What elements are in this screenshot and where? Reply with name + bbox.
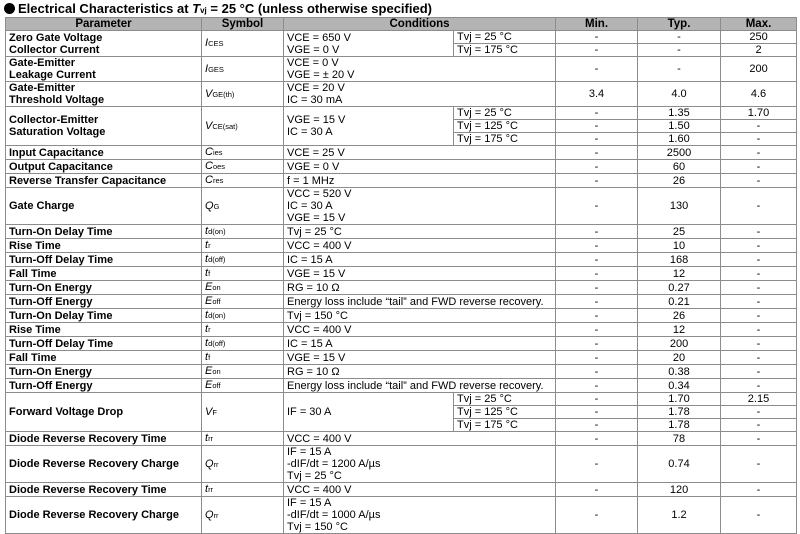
max-value: 2 (721, 44, 797, 57)
max-value: - (721, 497, 797, 534)
max-value: - (721, 379, 797, 393)
symbol-cell: Eon (202, 281, 284, 295)
typ-value: 10 (638, 239, 721, 253)
min-value: - (556, 406, 638, 419)
typ-value: 0.74 (638, 446, 721, 483)
condition-cell: IF = 30 A (284, 393, 454, 432)
table-row (6, 160, 797, 174)
typ-value: 1.50 (638, 120, 721, 133)
parameter-cell: Zero Gate Voltage Collector Current (6, 31, 202, 57)
table-row (6, 295, 797, 309)
typ-value: 168 (638, 253, 721, 267)
min-value: 3.4 (556, 82, 638, 107)
typ-value: 0.21 (638, 295, 721, 309)
bullet-icon (4, 3, 15, 14)
condition-cell: VCC = 400 V (284, 323, 556, 337)
min-value: - (556, 365, 638, 379)
typ-value: 12 (638, 323, 721, 337)
max-value: - (721, 160, 797, 174)
typ-value: 1.78 (638, 406, 721, 419)
table-row (6, 365, 797, 379)
min-value: - (556, 419, 638, 432)
parameter-cell: Turn-On Delay Time (6, 225, 202, 239)
parameter-cell: Turn-On Energy (6, 281, 202, 295)
typ-value: 25 (638, 225, 721, 239)
table-row (6, 497, 797, 534)
typ-value: - (638, 44, 721, 57)
condition-cell: VCC = 400 V (284, 239, 556, 253)
typ-value: 0.34 (638, 379, 721, 393)
max-value: - (721, 406, 797, 419)
symbol-cell: tf (202, 351, 284, 365)
min-value: - (556, 295, 638, 309)
table-row (6, 267, 797, 281)
symbol-cell: trr (202, 483, 284, 497)
symbol-cell: VCE(sat) (202, 107, 284, 146)
table-row (6, 323, 797, 337)
max-value: - (721, 146, 797, 160)
min-value: - (556, 57, 638, 82)
min-value: - (556, 44, 638, 57)
typ-value: 26 (638, 309, 721, 323)
symbol-cell: IGES (202, 57, 284, 82)
col-parameter: Parameter (6, 18, 202, 31)
parameter-cell: Turn-On Energy (6, 365, 202, 379)
typ-value: 1.70 (638, 393, 721, 406)
typ-value: - (638, 57, 721, 82)
condition-cell: VCE = 0 V VGE = ± 20 V (284, 57, 556, 82)
typ-value: 26 (638, 174, 721, 188)
max-value: 250 (721, 31, 797, 44)
min-value: - (556, 323, 638, 337)
parameter-cell: Reverse Transfer Capacitance (6, 174, 202, 188)
table-row (6, 107, 797, 120)
min-value: - (556, 281, 638, 295)
temperature-condition: Tvj = 25 °C (454, 393, 556, 406)
max-value: 2.15 (721, 393, 797, 406)
condition-cell: RG = 10 Ω (284, 365, 556, 379)
typ-value: 4.0 (638, 82, 721, 107)
condition-cell: VCC = 520 V IC = 30 A VGE = 15 V (284, 188, 556, 225)
min-value: - (556, 133, 638, 146)
table-row (6, 146, 797, 160)
min-value: - (556, 253, 638, 267)
parameter-cell: Gate-Emitter Leakage Current (6, 57, 202, 82)
table-row (6, 188, 797, 225)
symbol-cell: td(off) (202, 253, 284, 267)
heading-var-sub: vj (200, 6, 207, 15)
symbol-cell: tr (202, 323, 284, 337)
table-row (6, 253, 797, 267)
min-value: - (556, 267, 638, 281)
min-value: - (556, 188, 638, 225)
parameter-cell: Fall Time (6, 267, 202, 281)
typ-value: 1.2 (638, 497, 721, 534)
electrical-characteristics-table (5, 17, 797, 534)
col-max: Max. (721, 18, 797, 31)
symbol-cell: tf (202, 267, 284, 281)
typ-value: 120 (638, 483, 721, 497)
max-value: - (721, 323, 797, 337)
parameter-cell: Diode Reverse Recovery Time (6, 432, 202, 446)
symbol-cell: QG (202, 188, 284, 225)
max-value: - (721, 351, 797, 365)
symbol-cell: Qrr (202, 446, 284, 483)
condition-cell: f = 1 MHz (284, 174, 556, 188)
max-value: 4.6 (721, 82, 797, 107)
symbol-cell: Eoff (202, 379, 284, 393)
table-row (6, 337, 797, 351)
table-header-row (6, 18, 797, 31)
symbol-cell: ICES (202, 31, 284, 57)
table-row (6, 393, 797, 406)
min-value: - (556, 107, 638, 120)
min-value: - (556, 239, 638, 253)
parameter-cell: Gate-Emitter Threshold Voltage (6, 82, 202, 107)
table-row (6, 281, 797, 295)
max-value: - (721, 188, 797, 225)
condition-cell: VCC = 400 V (284, 483, 556, 497)
parameter-cell: Input Capacitance (6, 146, 202, 160)
min-value: - (556, 497, 638, 534)
parameter-cell: Turn-Off Energy (6, 295, 202, 309)
table-row (6, 446, 797, 483)
typ-value: 1.78 (638, 419, 721, 432)
table-row (6, 309, 797, 323)
symbol-cell: VGE(th) (202, 82, 284, 107)
max-value: 1.70 (721, 107, 797, 120)
max-value: - (721, 446, 797, 483)
temperature-condition: Tvj = 175 °C (454, 133, 556, 146)
min-value: - (556, 225, 638, 239)
parameter-cell: Output Capacitance (6, 160, 202, 174)
parameter-cell: Forward Voltage Drop (6, 393, 202, 432)
min-value: - (556, 160, 638, 174)
max-value: - (721, 281, 797, 295)
typ-value: 12 (638, 267, 721, 281)
symbol-cell: VF (202, 393, 284, 432)
parameter-cell: Rise Time (6, 323, 202, 337)
symbol-cell: trr (202, 432, 284, 446)
condition-cell: IF = 15 A -dIF/dt = 1200 A/µs Tvj = 25 °C (284, 446, 556, 483)
parameter-cell: Collector-Emitter Saturation Voltage (6, 107, 202, 146)
max-value: - (721, 432, 797, 446)
temperature-condition: Tvj = 25 °C (454, 31, 556, 44)
parameter-cell: Gate Charge (6, 188, 202, 225)
parameter-cell: Turn-Off Delay Time (6, 253, 202, 267)
col-conditions: Conditions (284, 18, 556, 31)
min-value: - (556, 483, 638, 497)
table-row (6, 57, 797, 82)
max-value: - (721, 133, 797, 146)
heading-text: Electrical Characteristics at (18, 1, 193, 16)
typ-value: 1.35 (638, 107, 721, 120)
max-value: - (721, 239, 797, 253)
parameter-cell: Turn-Off Delay Time (6, 337, 202, 351)
max-value: - (721, 337, 797, 351)
min-value: - (556, 351, 638, 365)
min-value: - (556, 31, 638, 44)
temperature-condition: Tvj = 175 °C (454, 419, 556, 432)
heading-rest: = 25 °C (unless otherwise specified) (206, 1, 432, 16)
condition-cell: RG = 10 Ω (284, 281, 556, 295)
col-min: Min. (556, 18, 638, 31)
condition-cell: VCE = 25 V (284, 146, 556, 160)
symbol-cell: td(on) (202, 225, 284, 239)
typ-value: 0.38 (638, 365, 721, 379)
condition-cell: Tvj = 150 °C (284, 309, 556, 323)
typ-value: 78 (638, 432, 721, 446)
table-row (6, 31, 797, 44)
typ-value: 0.27 (638, 281, 721, 295)
table-row (6, 483, 797, 497)
temperature-condition: Tvj = 125 °C (454, 406, 556, 419)
min-value: - (556, 174, 638, 188)
condition-cell: Energy loss include “tail” and FWD reverse recovery. (284, 295, 556, 309)
symbol-cell: td(off) (202, 337, 284, 351)
max-value: - (721, 267, 797, 281)
min-value: - (556, 393, 638, 406)
min-value: - (556, 446, 638, 483)
condition-cell: VGE = 15 V IC = 30 A (284, 107, 454, 146)
symbol-cell: td(on) (202, 309, 284, 323)
condition-cell: VGE = 0 V (284, 160, 556, 174)
max-value: - (721, 365, 797, 379)
max-value: 200 (721, 57, 797, 82)
max-value: - (721, 483, 797, 497)
typ-value: 60 (638, 160, 721, 174)
condition-cell: Energy loss include “tail” and FWD reverse recovery. (284, 379, 556, 393)
min-value: - (556, 337, 638, 351)
parameter-cell: Turn-Off Energy (6, 379, 202, 393)
min-value: - (556, 432, 638, 446)
table-row (6, 351, 797, 365)
condition-cell: VGE = 15 V (284, 351, 556, 365)
parameter-cell: Diode Reverse Recovery Charge (6, 446, 202, 483)
condition-cell: VGE = 15 V (284, 267, 556, 281)
symbol-cell: Qrr (202, 497, 284, 534)
typ-value: 2500 (638, 146, 721, 160)
symbol-cell: Eoff (202, 295, 284, 309)
max-value: - (721, 174, 797, 188)
table-row (6, 432, 797, 446)
parameter-cell: Turn-On Delay Time (6, 309, 202, 323)
temperature-condition: Tvj = 125 °C (454, 120, 556, 133)
table-row (6, 225, 797, 239)
typ-value: 200 (638, 337, 721, 351)
col-typ: Typ. (638, 18, 721, 31)
condition-cell: VCE = 650 V VGE = 0 V (284, 31, 454, 57)
typ-value: 1.60 (638, 133, 721, 146)
min-value: - (556, 379, 638, 393)
parameter-cell: Diode Reverse Recovery Charge (6, 497, 202, 534)
condition-cell: Tvj = 25 °C (284, 225, 556, 239)
typ-value: 20 (638, 351, 721, 365)
max-value: - (721, 309, 797, 323)
max-value: - (721, 295, 797, 309)
symbol-cell: tr (202, 239, 284, 253)
typ-value: - (638, 31, 721, 44)
parameter-cell: Diode Reverse Recovery Time (6, 483, 202, 497)
symbol-cell: Eon (202, 365, 284, 379)
condition-cell: VCC = 400 V (284, 432, 556, 446)
max-value: - (721, 253, 797, 267)
min-value: - (556, 146, 638, 160)
symbol-cell: Coes (202, 160, 284, 174)
condition-cell: IC = 15 A (284, 337, 556, 351)
max-value: - (721, 120, 797, 133)
table-row (6, 239, 797, 253)
max-value: - (721, 419, 797, 432)
table-row (6, 379, 797, 393)
max-value: - (721, 225, 797, 239)
temperature-condition: Tvj = 175 °C (454, 44, 556, 57)
min-value: - (556, 309, 638, 323)
condition-cell: IC = 15 A (284, 253, 556, 267)
typ-value: 130 (638, 188, 721, 225)
condition-cell: VCE = 20 V IC = 30 mA (284, 82, 556, 107)
section-heading (4, 1, 432, 17)
symbol-cell: Cres (202, 174, 284, 188)
parameter-cell: Rise Time (6, 239, 202, 253)
col-symbol: Symbol (202, 18, 284, 31)
heading-var: T (192, 1, 201, 16)
parameter-cell: Fall Time (6, 351, 202, 365)
table-row (6, 174, 797, 188)
temperature-condition: Tvj = 25 °C (454, 107, 556, 120)
symbol-cell: Cies (202, 146, 284, 160)
condition-cell: IF = 15 A -dIF/dt = 1000 A/µs Tvj = 150 °C (284, 497, 556, 534)
min-value: - (556, 120, 638, 133)
table-row (6, 82, 797, 107)
